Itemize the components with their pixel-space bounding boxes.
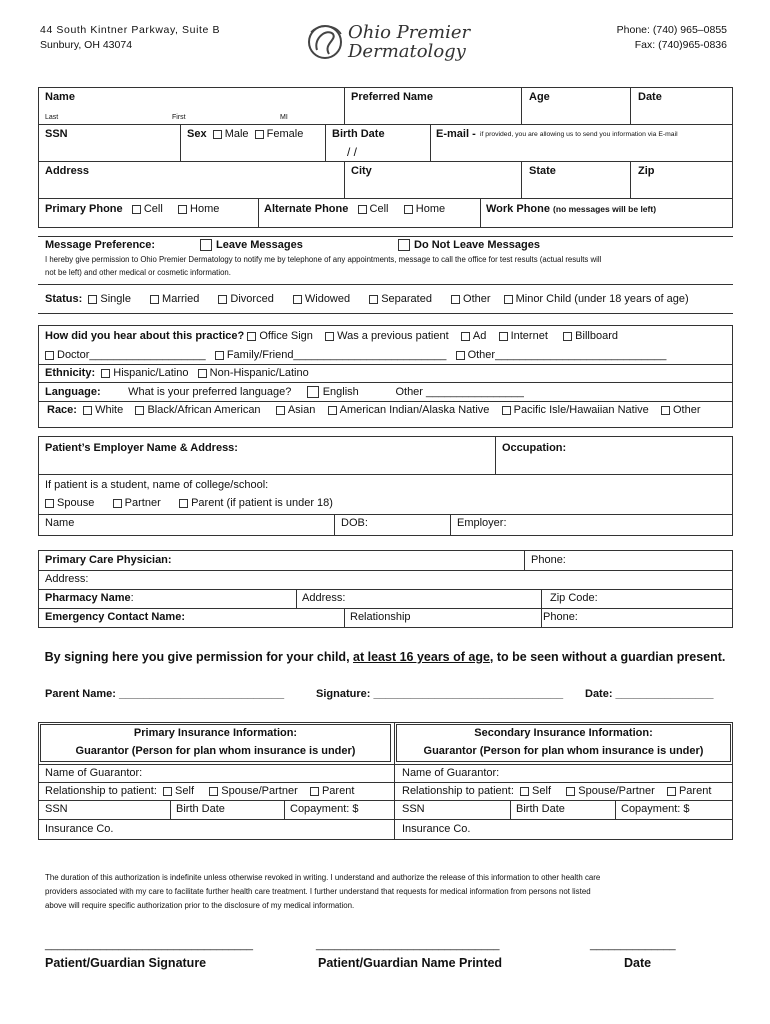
primary-insurance-title: Primary Insurance Information: [133, 727, 298, 739]
status-other-checkbox[interactable] [451, 295, 460, 304]
sex-field [187, 128, 303, 140]
ssn-label: SSN [45, 128, 68, 140]
age-label: Age [529, 91, 550, 103]
practice-address-line2: Sunbury, OH 43074 [40, 39, 133, 51]
practice-fax: Fax: (740)965-0836 [634, 39, 727, 51]
state-label: State [529, 165, 556, 177]
guardian-statement-post: , to be seen without a guardian present. [489, 650, 726, 664]
primary-self-label: Self [175, 785, 195, 797]
practice-phone: Phone: (740) 965–0855 [616, 24, 727, 36]
pharmacy-address-label: Address: [302, 592, 346, 604]
race-pacific-checkbox[interactable] [502, 406, 511, 415]
race-white-label: White [95, 404, 124, 416]
partner-label: Partner [124, 497, 161, 509]
race-asian-checkbox[interactable] [276, 406, 285, 415]
referral-doctor-label[interactable]: Doctor___________________ [57, 349, 206, 361]
parent-name-field[interactable]: Parent Name: ___________________________ [45, 688, 285, 700]
address-label: Address [45, 165, 90, 177]
status-label: Status: [45, 293, 83, 305]
status-divorced-checkbox[interactable] [218, 295, 227, 304]
alternate-phone-label: Alternate Phone [264, 203, 349, 215]
alternate-phone-field [264, 203, 445, 215]
relation-employer-label: Employer: [457, 517, 507, 529]
referral-office-sign-checkbox[interactable] [247, 332, 256, 341]
primary-parent-label: Parent [321, 785, 355, 797]
authorization-line2: providers associated with my care to facilitate further health care treatment. I further understand that requests for medical information from persons not listed [45, 887, 591, 896]
primary-cell-label: Cell [143, 203, 163, 215]
ethnicity-row [45, 367, 309, 379]
language-question: What is your preferred language? [128, 386, 292, 398]
patient-signature-line[interactable]: __________________________________ [45, 939, 254, 951]
pcp-label: Primary Care Physician: [45, 554, 172, 566]
status-widowed-label: Widowed [304, 293, 351, 305]
work-phone-note: (no messages will be left) [553, 204, 657, 214]
parent-signature-field[interactable]: Signature: _______________________________ [316, 688, 564, 700]
race-pacific-label: Pacific Isle/Hawaiian Native [513, 404, 649, 416]
authorization-line3: above will require specific authorization prior to the disclosure of my medical information. [45, 901, 355, 910]
guardian-statement-underlined: at least 16 years of age [353, 650, 490, 664]
primary-phone-field [45, 203, 219, 215]
female-label: Female [266, 128, 304, 140]
date-label: Date [638, 91, 662, 103]
ethnicity-label: Ethnicity: [45, 367, 96, 379]
primary-phone-label: Primary Phone [45, 203, 123, 215]
logo-text-line2: Dermatology [348, 41, 466, 62]
referral-billboard-checkbox[interactable] [563, 332, 572, 341]
referral-internet-checkbox[interactable] [499, 332, 508, 341]
male-label: Male [224, 128, 249, 140]
last-sublabel: Last [45, 114, 59, 121]
work-phone-label: Work Phone [486, 203, 550, 215]
relation-dob-label: DOB: [341, 517, 368, 529]
pcp-address-label: Address: [45, 573, 89, 585]
spouse-checkbox[interactable] [45, 499, 54, 508]
secondary-ssn-label: SSN [402, 803, 425, 815]
patient-name-line[interactable]: ______________________________ [316, 939, 500, 951]
status-single-label: Single [100, 293, 131, 305]
primary-ssn-label: SSN [45, 803, 68, 815]
primary-parent-checkbox[interactable] [310, 787, 319, 796]
status-separated-checkbox[interactable] [369, 295, 378, 304]
patient-signature-label: Patient/Guardian Signature [45, 956, 207, 970]
logo-mark-icon [305, 20, 347, 64]
zip-label: Zip [638, 165, 655, 177]
parent-checkbox[interactable] [179, 499, 188, 508]
preferred-name-label: Preferred Name [351, 91, 433, 103]
leave-messages-checkbox[interactable] [200, 239, 212, 251]
primary-cell-checkbox[interactable] [132, 205, 141, 214]
no-leave-messages-checkbox[interactable] [398, 239, 410, 251]
parent-date-field[interactable]: Date: ________________ [585, 688, 714, 700]
referral-office-sign-label: Office Sign [259, 330, 313, 342]
name-label: Name [45, 91, 75, 103]
referral-ad-label: Ad [472, 330, 487, 342]
student-label: If patient is a student, name of college/school: [45, 479, 269, 491]
language-label: Language: [45, 386, 101, 398]
ethnicity-hispanic-label: Hispanic/Latino [113, 367, 189, 379]
male-checkbox[interactable] [213, 130, 222, 139]
race-black-label: Black/African American [147, 404, 261, 416]
status-divorced-label: Divorced [230, 293, 274, 305]
pharmacy-colon: : [130, 592, 134, 604]
partner-checkbox[interactable] [113, 499, 122, 508]
referral-internet-label: Internet [510, 330, 548, 342]
status-single-checkbox[interactable] [88, 295, 97, 304]
first-sublabel: First [172, 114, 186, 121]
referral-ad-checkbox[interactable] [461, 332, 470, 341]
message-consent-line2: not be left) and other medical or cosmetic information. [45, 268, 231, 277]
emergency-phone-label: Phone: [543, 611, 578, 623]
emergency-relationship-label: Relationship [350, 611, 411, 623]
race-other-label: Other [673, 404, 701, 416]
relation-row [45, 497, 333, 509]
spouse-label: Spouse [57, 497, 95, 509]
secondary-self-label: Self [532, 785, 552, 797]
primary-copayment-label: Copayment: $ [290, 803, 359, 815]
referral-family-label[interactable]: Family/Friend_________________________ [226, 349, 447, 361]
work-phone-field [486, 203, 656, 215]
female-checkbox[interactable] [255, 130, 264, 139]
secondary-self-checkbox[interactable] [520, 787, 529, 796]
authorization-line1: The duration of this authorization is indefinite unless otherwise revoked in writing. I understand and authorize the release of this information to other health care [45, 873, 601, 882]
employer-label: Patient’s Employer Name & Address: [45, 442, 238, 454]
alternate-home-checkbox[interactable] [404, 205, 413, 214]
secondary-insurance-co-label: Insurance Co. [402, 823, 471, 835]
ethnicity-non-hispanic-checkbox[interactable] [198, 369, 207, 378]
primary-relationship-row [45, 785, 354, 797]
pharmacy-field [45, 592, 134, 604]
status-married-checkbox[interactable] [150, 295, 159, 304]
mi-sublabel: MI [280, 114, 288, 121]
primary-self-checkbox[interactable] [163, 787, 172, 796]
primary-guarantor-name-label: Name of Guarantor: [45, 767, 143, 779]
status-separated-label: Separated [381, 293, 432, 305]
signature-date-line[interactable]: ______________ [590, 939, 676, 951]
occupation-label: Occupation: [502, 442, 567, 454]
alternate-cell-checkbox[interactable] [358, 205, 367, 214]
referral-billboard-label: Billboard [575, 330, 618, 342]
primary-spouse-label: Spouse/Partner [221, 785, 298, 797]
primary-relationship-label: Relationship to patient: [45, 785, 157, 797]
guardian-statement-pre: By signing here you give permission for your child, [44, 650, 354, 664]
logo-text-line1: Ohio Premier [348, 22, 471, 43]
primary-spouse-checkbox[interactable] [209, 787, 218, 796]
race-asian-label: Asian [287, 404, 316, 416]
leave-messages-label: Leave Messages [216, 239, 303, 251]
secondary-parent-checkbox[interactable] [667, 787, 676, 796]
language-english-label: English [322, 386, 359, 398]
referral-previous-patient-checkbox[interactable] [325, 332, 334, 341]
birth-date-label: Birth Date [332, 128, 385, 140]
parent-label: Parent (if patient is under 18) [191, 497, 333, 509]
no-leave-messages-option [398, 239, 540, 251]
language-row [45, 386, 524, 398]
referral-other-checkbox[interactable] [456, 351, 465, 360]
message-consent-line1: I hereby give permission to Ohio Premier Dermatology to notify me by telephone of any appointments, message to call the office for test results (actual results will [45, 255, 602, 264]
status-other-label: Other [463, 293, 491, 305]
race-row [47, 404, 701, 416]
status-minor-checkbox[interactable] [504, 295, 513, 304]
patient-name-label: Patient/Guardian Name Printed [318, 956, 503, 970]
race-other-checkbox[interactable] [661, 406, 670, 415]
status-minor-label: Minor Child (under 18 years of age) [515, 293, 689, 305]
race-label: Race: [47, 404, 77, 416]
status-married-label: Married [162, 293, 200, 305]
emergency-contact-label: Emergency Contact Name: [45, 611, 185, 623]
referral-label: How did you hear about this practice? [45, 330, 245, 342]
language-english-checkbox[interactable] [307, 386, 319, 398]
status-row [45, 293, 695, 305]
status-widowed-checkbox[interactable] [293, 295, 302, 304]
referral-row [45, 330, 618, 342]
secondary-guarantor-title: Guarantor (Person for plan whom insurance is under) [423, 745, 704, 757]
race-american-indian-label: American Indian/Alaska Native [339, 404, 490, 416]
secondary-birth-date-label: Birth Date [516, 803, 565, 815]
race-white-checkbox[interactable] [83, 406, 92, 415]
practice-address-line1: 44 South Kintner Parkway, Suite B [40, 24, 221, 36]
secondary-relationship-row [402, 785, 711, 797]
primary-home-checkbox[interactable] [178, 205, 187, 214]
referral-family-checkbox[interactable] [215, 351, 224, 360]
message-preference-label: Message Preference: [45, 239, 156, 251]
alternate-home-label: Home [415, 203, 446, 215]
email-note: if provided, you are allowing us to send you information via E-mail [480, 131, 678, 138]
secondary-relationship-label: Relationship to patient: [402, 785, 514, 797]
relation-name-label: Name [45, 517, 75, 529]
guardian-statement [0, 650, 770, 664]
secondary-spouse-checkbox[interactable] [566, 787, 575, 796]
secondary-guarantor-name-label: Name of Guarantor: [402, 767, 500, 779]
referral-other-label[interactable]: Other____________________________ [467, 349, 667, 361]
email-label: E-mail - [436, 128, 476, 140]
sex-label: Sex [187, 128, 207, 140]
secondary-spouse-label: Spouse/Partner [578, 785, 655, 797]
signature-date-label: Date [624, 956, 652, 970]
alternate-cell-label: Cell [369, 203, 389, 215]
pcp-phone-label: Phone: [531, 554, 566, 566]
leave-messages-option [200, 239, 303, 251]
language-other-field[interactable]: Other ________________ [395, 386, 524, 398]
ethnicity-non-hispanic-label: Non-Hispanic/Latino [209, 367, 309, 379]
referral-row2 [45, 349, 666, 361]
primary-insurance-co-label: Insurance Co. [45, 823, 114, 835]
pharmacy-zip-label: Zip Code: [550, 592, 598, 604]
primary-guarantor-title: Guarantor (Person for plan whom insurance is under) [75, 745, 356, 757]
pharmacy-label: Pharmacy Name [45, 592, 131, 604]
city-label: City [351, 165, 372, 177]
no-leave-messages-label: Do Not Leave Messages [414, 239, 540, 251]
ethnicity-hispanic-checkbox[interactable] [101, 369, 110, 378]
primary-home-label: Home [190, 203, 220, 215]
referral-previous-patient-label: Was a previous patient [337, 330, 449, 342]
secondary-copayment-label: Copayment: $ [621, 803, 690, 815]
referral-doctor-checkbox[interactable] [45, 351, 54, 360]
secondary-parent-label: Parent [678, 785, 712, 797]
birth-date-slashes: / / [347, 145, 358, 159]
primary-birth-date-label: Birth Date [176, 803, 225, 815]
secondary-insurance-title: Secondary Insurance Information: [474, 727, 653, 739]
race-black-checkbox[interactable] [135, 406, 144, 415]
race-american-indian-checkbox[interactable] [328, 406, 337, 415]
